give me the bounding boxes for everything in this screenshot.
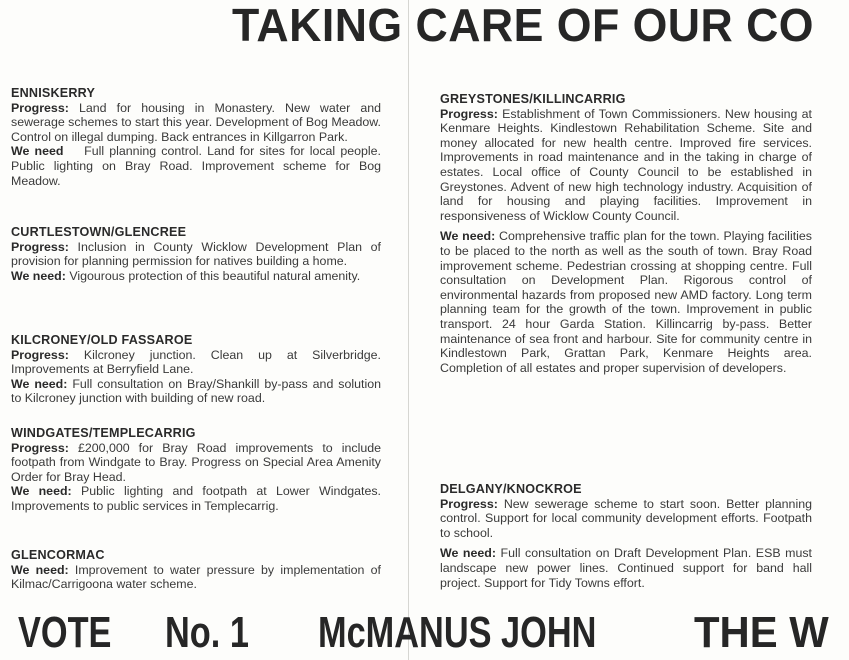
section-title: DELGANY/KNOCKROE: [440, 482, 582, 496]
section-glencormac: [11, 548, 381, 592]
progress-paragraph: [11, 348, 381, 377]
section-title: ENNISKERRY: [11, 86, 96, 100]
need-paragraph: [440, 229, 812, 375]
slogan-candidate-text: McMANUS JOHN: [318, 608, 597, 657]
progress-label: Progress:: [11, 100, 69, 115]
progress-text: Inclusion in County Wicklow Development Plan of provision for planning permission for natives building a home.: [11, 239, 381, 269]
section-kilcroney-old-fassaroe: [11, 333, 381, 406]
need-label: We need:: [440, 546, 496, 561]
progress-paragraph: [440, 497, 812, 541]
progress-text: Kilcroney junction. Clean up at Silverbridge. Improvements at Berryfield Lane.: [11, 347, 381, 377]
section-windgates-templecarrig: [11, 426, 381, 514]
page-headline: TAKING CARE OF OUR CO: [232, 0, 814, 51]
slogan-vote: [18, 608, 138, 658]
need-text: Full consultation on Draft Development Plan. ESB must landscape new power lines. Continued support for band hall project. Support for Tidy Towns effort.: [440, 546, 813, 590]
progress-text: £200,000 for Bray Road improvements to include footpath from Windgate to Bray. Progress on Special Area Amenity Order for Bray Head.: [11, 440, 381, 484]
progress-paragraph: [11, 441, 381, 485]
progress-paragraph: [11, 101, 381, 145]
progress-text: New sewerage scheme to start soon. Better planning control. Support for local community development efforts. Footpath to school.: [440, 496, 812, 540]
need-paragraph: [11, 269, 381, 284]
need-label: We need:: [11, 268, 66, 283]
section-delgany-knockroe: [440, 482, 812, 590]
need-label: We need:: [11, 376, 68, 391]
need-text: Public lighting and footpath at Lower Windgates. Improvements to public services in Templecarrig.: [11, 484, 381, 513]
slogan-vote-text: VOTE: [18, 608, 112, 657]
slogan-number: [165, 608, 273, 658]
section-title: KILCRONEY/OLD FASSAROE: [11, 333, 193, 347]
progress-label: Progress:: [440, 496, 498, 511]
progress-text: Land for housing in Monastery. New water and sewerage schemes to start this year. Development of Bog Meadow. Control on illegal dumping. Back entrances in Killgarron Park.: [11, 100, 381, 144]
section-title: GREYSTONES/KILLINCARRIG: [440, 92, 626, 106]
slogan-tail-text: THE W: [694, 608, 829, 657]
slogan-candidate: [318, 608, 675, 658]
section-title: CURTLESTOWN/GLENCREE: [11, 225, 187, 239]
need-text: Vigourous protection of this beautiful natural amenity.: [69, 268, 361, 283]
slogan-tail: [694, 608, 836, 658]
need-paragraph: [11, 563, 381, 592]
progress-text: Establishment of Town Commissioners. New housing at Kenmare Heights. Kindlestown Rehabilitation Scheme. Site and money allocated for new health centre. Improved fire services. Improvements in road maintenance and in the taking in charge of estates. Local office of County Council to be established in Greystones. Advent of new high technology industry. Acquisition of land for housing and playing facilities. Improvement in responsiveness of Wicklow County Council.: [440, 106, 812, 223]
need-label: We need:: [11, 484, 72, 499]
section-enniskerry: [11, 86, 381, 188]
need-label: We need: [11, 144, 64, 159]
progress-label: Progress:: [11, 347, 69, 362]
need-text: Full planning control. Land for sites for local people. Public lighting on Bray Road. Improvement scheme for Bog Meadow.: [11, 144, 381, 188]
section-curtlestown-glencree: [11, 225, 381, 283]
need-paragraph: [11, 484, 381, 513]
page-fold-line: [408, 0, 409, 660]
need-paragraph: [11, 144, 381, 188]
progress-label: Progress:: [11, 239, 69, 254]
need-text: Improvement to water pressure by implementation of Kilmac/Carrigoona water scheme.: [11, 562, 381, 592]
need-text: Comprehensive traffic plan for the town. Playing facilities to be placed to the north as well as the south of town. Bray Road improvement scheme. Pedestrian crossing at shopping centre. Full consultation on Development Plan. Rigorous control of environmental hazards from proposed new AMD factory. Long term planning team for the growth of the town. Improvement in public transport. 24 hour Garda Station. Killincarrig by-pass. Better maintenance of sea front and harbour. Site for community centre in Kindlestown Park, Grattan Park, Kenmare Heights area. Completion of all estates and proper supervision of developers.: [440, 229, 812, 375]
need-label: We need:: [11, 562, 69, 577]
need-paragraph: [440, 546, 812, 590]
slogan-number-text: No. 1: [165, 608, 249, 657]
section-greystones-killincarrig: [440, 92, 812, 375]
progress-label: Progress:: [11, 440, 69, 455]
need-label: We need:: [440, 229, 496, 244]
need-paragraph: [11, 377, 381, 406]
progress-paragraph: [440, 107, 812, 224]
need-text: Full consultation on Bray/Shankill by-pass and solution to Kilcroney junction with building of new road.: [11, 376, 381, 406]
progress-label: Progress:: [440, 106, 498, 121]
section-title: GLENCORMAC: [11, 548, 105, 562]
section-title: WINDGATES/TEMPLECARRIG: [11, 426, 196, 440]
progress-paragraph: [11, 240, 381, 269]
